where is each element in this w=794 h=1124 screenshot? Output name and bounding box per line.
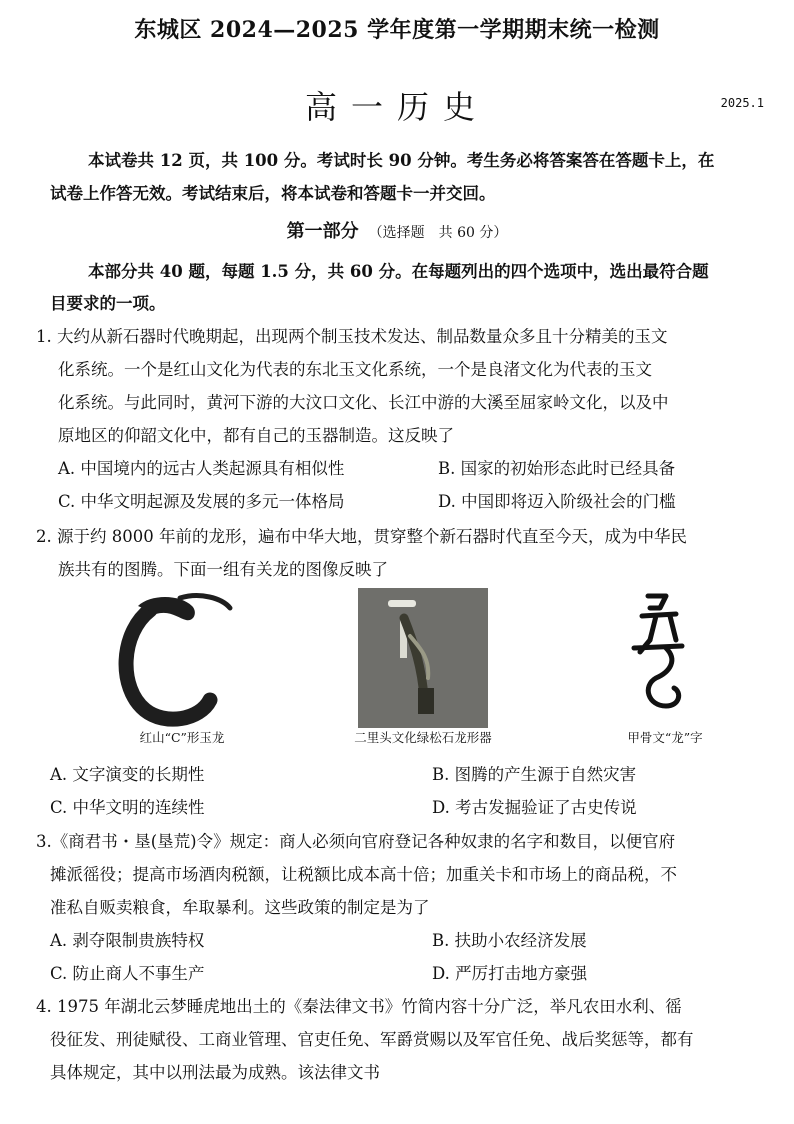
question-1-line: 化系统。与此同时，黄河下游的大汶口文化、长江中游的大溪至屈家岭文化，以及中 [58,393,669,412]
question-1-option-b[interactable]: B. 国家的初始形态此时已经具备 [438,459,676,478]
question-3-option-c[interactable]: C. 防止商人不事生产 [50,964,205,983]
question-4-line: 役征发、刑徒赋役、工商业管理、官吏任免、军爵赏赐以及军官任免、战后奖惩等，都有 [50,1030,694,1049]
question-2-option-c[interactable]: C. 中华文明的连续性 [50,798,205,817]
question-4-line: 4. 1975 年湖北云梦睡虎地出土的《秦法律文书》竹简内容十分广泛，举凡农田水利、徭 [36,997,682,1016]
question-1-option-a[interactable]: A. 中国境内的远古人类起源具有相似性 [58,459,345,478]
instructions-line-1: 本试卷共 12 页，共 100 分。考试时长 90 分钟。考生务必将答案答在答题卡上，在 [88,151,715,170]
oracle-bone-dragon-character [620,588,700,728]
question-3-option-d[interactable]: D. 严厉打击地方豪强 [432,964,588,983]
question-3-option-b[interactable]: B. 扶助小农经济发展 [432,931,587,950]
question-1-line: 化系统。一个是红山文化为代表的东北玉文化系统，一个是良渚文化为代表的玉文 [58,360,652,379]
question-2-option-d[interactable]: D. 考古发掘验证了古史传说 [432,798,637,817]
part-title: 第一部分 [286,221,359,242]
turquoise-dragon-photo [358,588,488,728]
question-1-line: 原地区的仰韶文化中，都有自己的玉器制造。这反映了 [58,426,454,445]
question-4-line: 具体规定，其中以刑法最为成熟。该法律文书 [50,1063,380,1082]
figure-caption-turquoise-dragon: 二里头文化绿松石龙形器 [354,730,492,745]
part-heading [0,217,794,243]
figure-caption-jade-dragon: 红山“C”形玉龙 [139,730,225,745]
question-3-line: 摊派徭役；提高市场酒肉税额，让税额比成本高十倍；加重关卡和市场上的商品税，不 [50,865,677,884]
part-intro-line-2: 目要求的一项。 [50,294,166,313]
jade-c-dragon-image [110,588,250,728]
question-2-line: 2. 源于约 8000 年前的龙形，遍布中华大地，贯穿整个新石器时代直至今天，成为中华民 [36,527,687,546]
question-3-line: 准私自贩卖粮食，牟取暴利。这些政策的制定是为了 [50,898,430,917]
question-3-option-a[interactable]: A. 剥夺限制贵族特权 [50,931,205,950]
instructions-line-2: 试卷上作答无效。考试结束后，将本试卷和答题卡一并交回。 [50,184,496,203]
figure-caption-oracle-bone: 甲骨文“龙”字 [627,730,703,745]
exam-date: 2025.1 [720,96,764,110]
question-2-option-b[interactable]: B. 图腾的产生源于自然灾害 [432,765,637,784]
exam-title: 东城区 2024—2025 学年度第一学期期末统一检测 [134,17,660,43]
part-intro-line-1: 本部分共 40 题，每题 1.5 分，共 60 分。在每题列出的四个选项中，选出最符合题 [88,262,709,281]
question-3-line: 3.《商君书・垦(垦荒)令》规定：商人必须向官府登记各种奴隶的名字和数目，以便官府 [36,832,676,851]
part-subtitle: （选择题 共 60 分） [368,225,508,241]
question-1-option-c[interactable]: C. 中华文明起源及发展的多元一体格局 [58,492,345,511]
question-1-option-d[interactable]: D. 中国即将迈入阶级社会的门槛 [438,492,676,511]
question-1-line: 1. 大约从新石器时代晚期起，出现两个制玉技术发达、制品数量众多且十分精美的玉文 [36,327,668,346]
subject-title: 高一历史 [304,88,489,126]
question-2-line: 族共有的图腾。下面一组有关龙的图像反映了 [58,560,388,579]
question-2-option-a[interactable]: A. 文字演变的长期性 [50,765,205,784]
